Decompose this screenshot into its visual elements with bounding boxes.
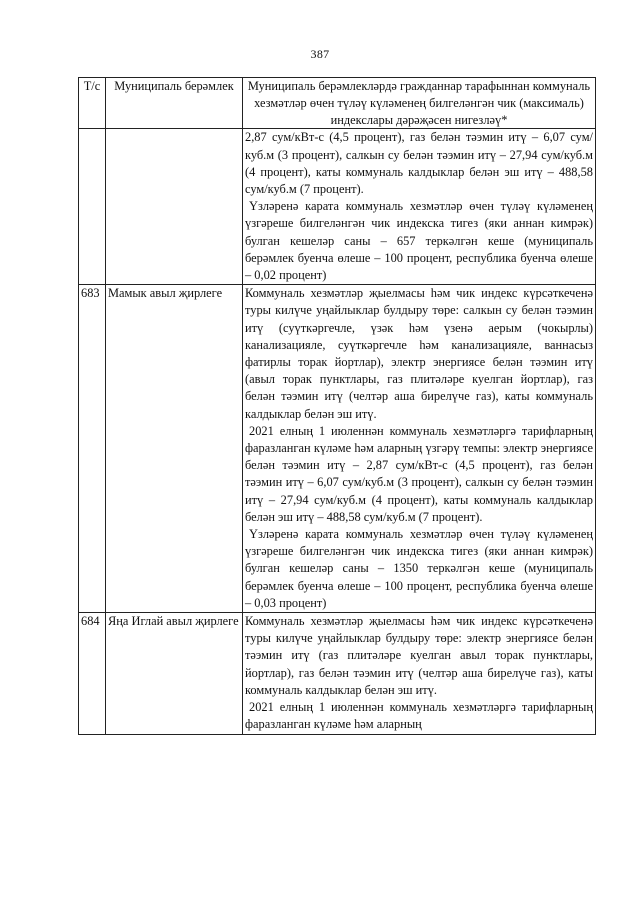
row-number <box>79 129 106 285</box>
row-municipality <box>106 129 243 285</box>
header-number: Т/с <box>79 78 106 129</box>
row-number: 684 <box>79 613 106 734</box>
row-paragraph: Коммуналь хезмәтләр җыелмасы һәм чик индекс күрсәткеченә туры килүче уңайлыклар булдыру төре: салкын су белән тәэмин итү (суүткәргечле, үзәк һәм үзенә аерым (чокырлы) канализацияле, суүткәргечле һәм канализацияле, ваннасыз фатирлы торак йортлар), электр энергиясе белән тәэмин итү (авыл торак пунктлары, газ плитәләре куелган йортлар), газ белән тәэмин итү (челтәр аша бирелүче газ), каты коммуналь калдыклар белән эш итү. <box>245 286 593 421</box>
row-municipality: Яңа Иглай авыл җирлеге <box>106 613 243 734</box>
tariff-table <box>78 77 596 735</box>
row-description <box>243 129 596 285</box>
row-description <box>243 285 596 613</box>
page-number: 387 <box>310 47 330 61</box>
row-paragraph: Коммуналь хезмәтләр җыелмасы һәм чик индекс күрсәткеченә туры килүче уңайлыклар булдыру төре: электр энергиясе белән тәэмин итү (газ плитәләре куелган авыл торак пунктлары, йортлар), газ белән тәэмин итү (челтәр аша бирелүче газ), каты коммуналь калдыклар белән эш итү. <box>245 614 593 697</box>
table-row <box>79 285 596 613</box>
row-description <box>243 613 596 734</box>
header-description: Муниципаль берәмлекләрдә гражданнар тарафыннан коммуналь хезмәтләр өчен түләү күләменең билгеләнгән чик (максималь) индекслары дәрәҗәсен нигезләү* <box>243 78 596 129</box>
header-municipality: Муниципаль берәмлек <box>106 78 243 129</box>
row-paragraph: 2021 елның 1 июленнән коммуналь хезмәтләргә тарифларның фаразланган күләме һәм аларның <box>245 700 593 732</box>
row-paragraph: 2,87 сум/кВт-с (4,5 процент), газ белән тәэмин итү – 6,07 сум/куб.м (3 процент), салкын су белән тәэмин итү – 27,94 сум/куб.м (4 процент), каты коммуналь калдыклар белән эш итү – 488,58 сум/куб.м (7 процент). <box>245 130 593 196</box>
table-row <box>79 613 596 734</box>
row-paragraph: Үзләренә карата коммуналь хезмәтләр өчен түләү күләменең үзгәреше билгеләнгән чик индекска тигез (яки аннан кимрәк) булган кешеләр саны – 1350 теркәлгән кеше (муниципаль берәмлек буенча өлеше – 100 процент, республика буенча өлеше – 0,03 процент) <box>245 527 593 610</box>
table-header-row <box>79 78 596 129</box>
table-row <box>79 129 596 285</box>
row-municipality: Мамык авыл җирлеге <box>106 285 243 613</box>
row-paragraph: 2021 елның 1 июленнән коммуналь хезмәтләргә тарифларның фаразланган күләме һәм аларның үзгәрү темпы: электр энергиясе белән тәэмин итү – 2,87 сум/кВт-с (4,5 процент), газ белән тәэмин итү – 6,07 сум/куб.м (3 процент), салкын су белән тәэмин итү – 27,94 сум/куб.м (4 процент), каты коммуналь калдыклар белән эш итү – 488,58 сум/куб.м (7 процент). <box>245 423 593 524</box>
row-paragraph: Үзләренә карата коммуналь хезмәтләр өчен түләү күләменең үзгәреше билгеләнгән чик индекска тигез (яки аннан кимрәк) булган кешеләр саны – 657 теркәлгән кеше (муниципаль берәмлек буенча өлеше – 100 процент, республика буенча өлеше – 0,02 процент) <box>245 199 593 283</box>
row-number: 683 <box>79 285 106 613</box>
